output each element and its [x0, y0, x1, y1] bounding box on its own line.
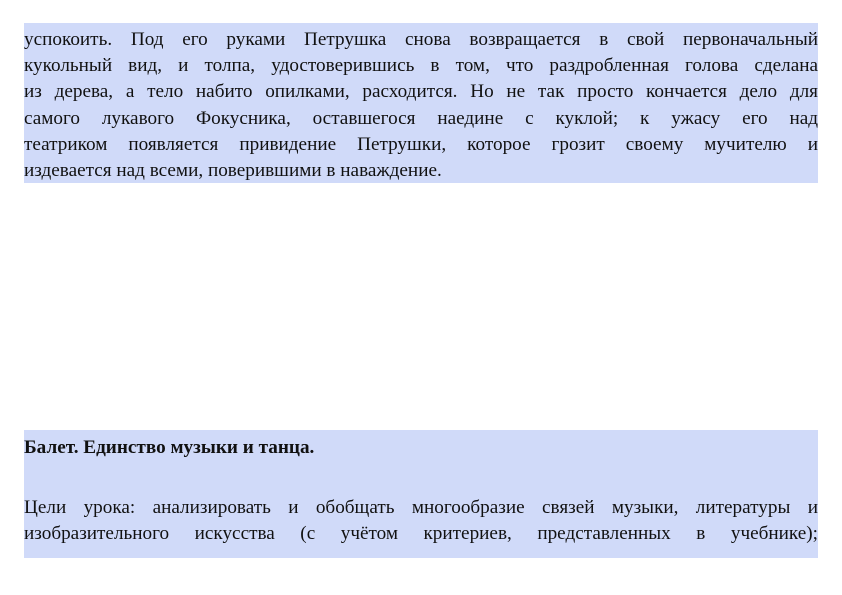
paragraph-line: из дерева, а тело набито опилками, расходится. Но не так просто кончается дело для [24, 81, 818, 103]
paragraph-line: издевается над всеми, поверившими в наваждение. [24, 160, 442, 182]
paragraph-line: самого лукавого Фокусника, оставшегося наедине с куклой; к ужасу его над [24, 107, 818, 129]
paragraph-line: успокоить. Под его руками Петрушка снова возвращается в свой первоначальный [24, 29, 818, 50]
goals-line: Цели урока: анализировать и обобщать многообразие связей музыки, литературы и [24, 497, 818, 518]
paragraph-line: кукольный вид, и толпа, удостоверившись в том, что раздробленная голова сделана [24, 55, 818, 77]
story-paragraph [24, 27, 818, 184]
goals-line: изобразительного искусства (с учётом критериев, представленных в учебнике); [24, 523, 818, 545]
paragraph-line: театриком появляется привидение Петрушки, которое грозит своему мучителю и [24, 133, 818, 155]
highlighted-lesson-block [24, 430, 818, 558]
lesson-title: Балет. Единство музыки и танца. [24, 437, 315, 458]
highlighted-paragraph-block [24, 23, 818, 183]
lesson-goals-paragraph [24, 495, 818, 547]
